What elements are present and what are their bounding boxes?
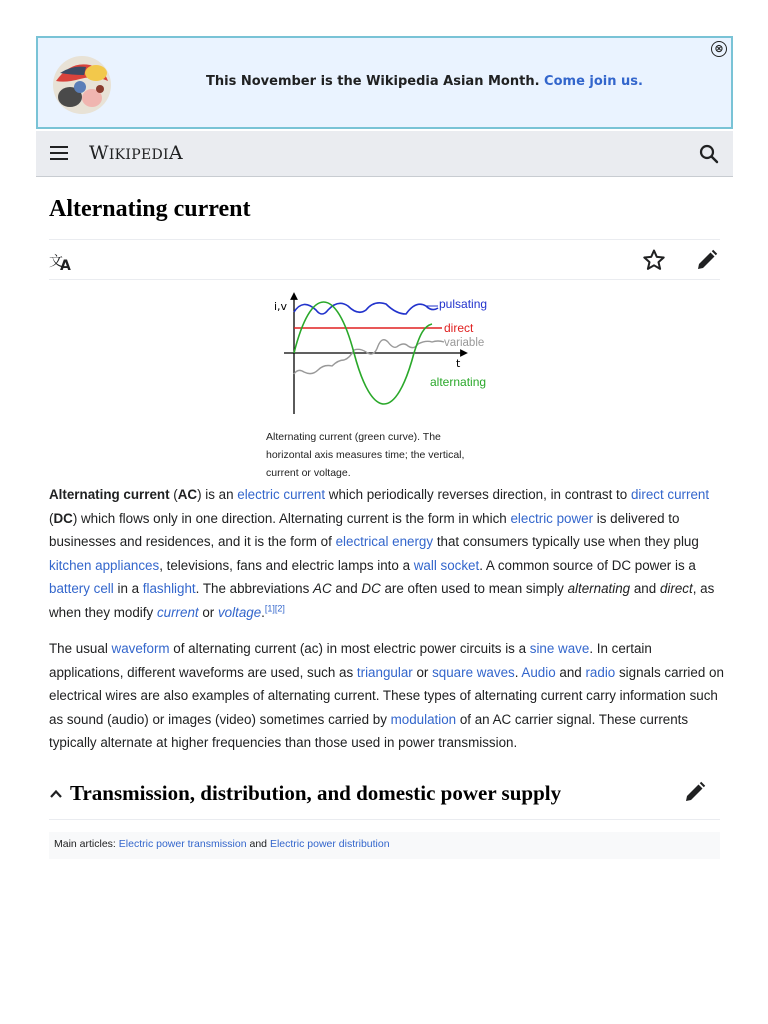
text: ) which flows only in one direction. Alternating current is the form in which xyxy=(72,510,511,526)
wikipedia-wordmark[interactable] xyxy=(89,142,183,164)
text: . A common source of DC power is a xyxy=(479,557,696,573)
text: ( xyxy=(49,510,54,526)
article-figure xyxy=(266,290,502,482)
text: , televisions, fans and electric lamps into a xyxy=(159,557,414,573)
waveform-paragraph xyxy=(49,637,725,755)
link-wall-socket[interactable]: wall socket xyxy=(413,557,480,573)
text: of an AC carrier signal. These currents typically alternate at higher frequencies than those used in power transmission. xyxy=(49,711,689,750)
text: and xyxy=(630,581,660,596)
link-triangular[interactable]: triangular xyxy=(356,664,413,680)
campaign-banner xyxy=(36,36,733,129)
search-icon[interactable] xyxy=(699,144,719,164)
link-radio[interactable]: radio xyxy=(585,664,616,680)
text: that consumers typically use when they plug xyxy=(433,534,699,549)
hatnote-mid: and xyxy=(246,838,270,850)
section-title: Transmission, distribution, and domestic power supply xyxy=(70,781,562,805)
chevron-up-icon[interactable] xyxy=(49,787,63,801)
wordmark-middle: IKIPEDI xyxy=(108,147,169,163)
wordmark-first: W xyxy=(89,142,109,164)
link-electric-power[interactable]: electric power xyxy=(510,510,594,526)
text: . The abbreviations xyxy=(195,581,314,596)
hatnote-prefix: Main articles: xyxy=(54,838,119,850)
svg-text:文: 文 xyxy=(49,254,63,270)
text: or xyxy=(198,604,218,620)
text: signals carried on electrical wires are also examples of alternating current. These types of alternating current carry information such as sound (audio) or images (video) sometimes carried by xyxy=(49,664,724,727)
text: The usual xyxy=(49,641,112,656)
text: and xyxy=(331,581,362,596)
direct-label: direct xyxy=(444,321,474,335)
text: is delivered to businesses and residences, and it is the form of xyxy=(49,510,680,549)
section-heading[interactable] xyxy=(49,778,720,820)
text: in a xyxy=(113,581,143,596)
link-electric-power-distribution[interactable]: Electric power distribution xyxy=(269,838,390,850)
italic-term: alternating xyxy=(567,581,631,596)
text: of alternating current (ac) in most electric power circuits is a xyxy=(169,641,530,656)
link-electrical-energy[interactable]: electrical energy xyxy=(335,534,434,549)
alternating-label: alternating xyxy=(430,375,487,389)
text: or xyxy=(412,664,433,680)
link-current-text: current xyxy=(156,604,199,620)
variable-label: variable xyxy=(444,337,485,349)
text: ) is an xyxy=(197,487,238,502)
svg-text:A: A xyxy=(60,258,71,272)
banner-message xyxy=(38,74,731,89)
star-icon[interactable] xyxy=(642,248,666,272)
page-title: Alternating current xyxy=(49,196,251,222)
banner-join-link[interactable]: Come join us. xyxy=(544,74,643,89)
text: and xyxy=(555,664,586,680)
banner-text: This November is the Wikipedia Asian Month. xyxy=(206,74,540,89)
link-audio[interactable]: Audio xyxy=(521,664,556,680)
hamburger-menu-icon[interactable] xyxy=(50,146,68,160)
title-divider xyxy=(49,239,720,240)
text: , as when they modify xyxy=(49,581,715,620)
reference-2[interactable]: [2] xyxy=(274,603,285,614)
text: are often used to mean simply xyxy=(380,581,568,596)
link-waveform[interactable]: waveform xyxy=(111,641,170,656)
ac-waveform-diagram[interactable] xyxy=(266,290,502,416)
italic-term: direct xyxy=(659,581,693,596)
bold-term: DC xyxy=(53,510,73,526)
link-voltage[interactable] xyxy=(218,605,261,620)
text: ( xyxy=(169,487,178,502)
pulsating-label: pulsating xyxy=(439,297,488,311)
link-square-waves[interactable]: square waves xyxy=(432,664,515,680)
text: . xyxy=(514,664,522,680)
link-sine-wave[interactable]: sine wave xyxy=(529,641,590,656)
italic-term: DC xyxy=(361,581,381,596)
text: . xyxy=(261,604,265,620)
intro-paragraph xyxy=(49,483,725,624)
bold-term: AC xyxy=(177,487,198,502)
link-electric-current[interactable]: electric current xyxy=(237,487,326,502)
link-voltage-text: voltage xyxy=(217,604,262,620)
reference-1[interactable]: [1] xyxy=(264,603,275,614)
language-icon[interactable] xyxy=(49,250,73,272)
link-direct-current[interactable]: direct current xyxy=(630,487,710,502)
link-battery-cell[interactable]: battery cell xyxy=(49,581,114,596)
wordmark-last: A xyxy=(168,142,183,164)
edit-pencil-icon[interactable] xyxy=(696,249,718,271)
italic-term: AC xyxy=(313,581,332,596)
text: which periodically reverses direction, in contrast to xyxy=(325,487,631,502)
link-modulation[interactable]: modulation xyxy=(390,711,457,727)
y-axis-label: i,v xyxy=(274,300,288,313)
site-header xyxy=(36,131,733,177)
variable-curve xyxy=(294,340,444,374)
toolbar-divider xyxy=(49,279,720,280)
link-kitchen-appliances[interactable]: kitchen appliances xyxy=(49,557,160,573)
link-current[interactable] xyxy=(157,605,199,620)
close-icon[interactable]: ⊗ xyxy=(711,41,727,57)
bold-term: Alternating current xyxy=(49,487,170,502)
link-flashlight[interactable]: flashlight xyxy=(142,581,196,596)
section-edit-icon[interactable] xyxy=(684,781,706,803)
main-articles-hatnote xyxy=(49,832,720,859)
figure-caption: Alternating current (green curve). The horizontal axis measures time; the vertical, current or voltage. xyxy=(266,431,465,479)
x-axis-label: t xyxy=(456,357,461,370)
text: . In certain applications, different waveforms are used, such as xyxy=(49,641,652,680)
link-electric-power-transmission[interactable]: Electric power transmission xyxy=(118,838,247,850)
